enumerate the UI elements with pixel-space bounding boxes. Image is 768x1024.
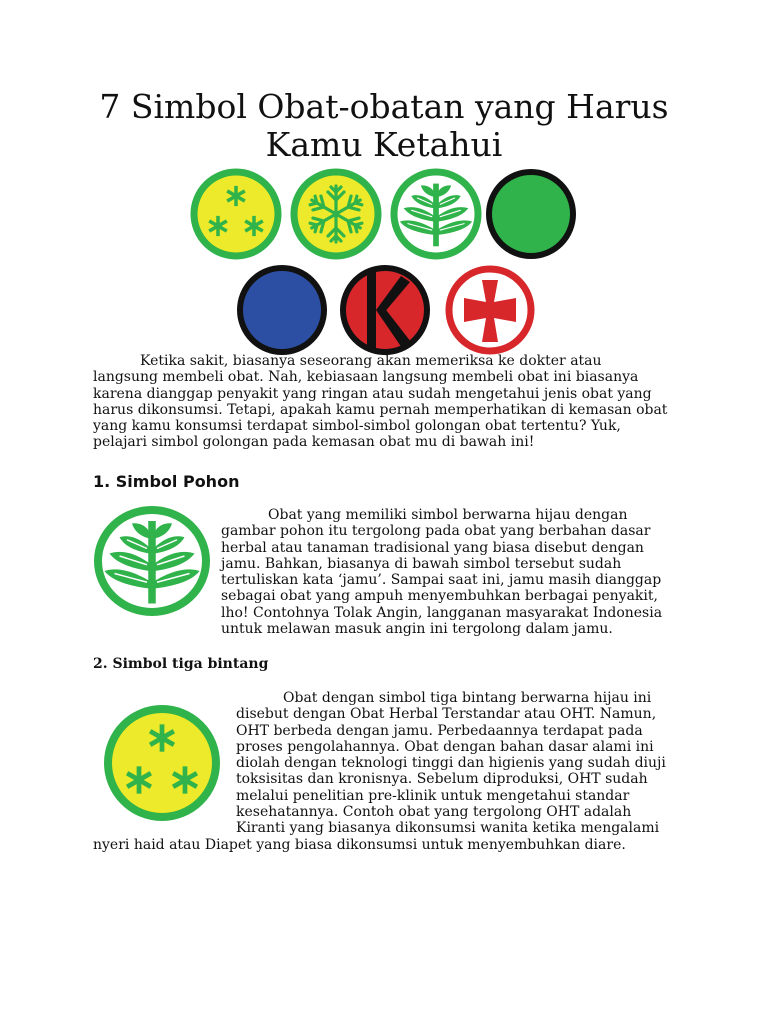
section-paragraph-simbol-tiga-bintang: Obat dengan simbol tiga bintang berwarna hijau ini disebut dengan Obat Herbal Terstandar atau OHT. Namun, OHT berbeda dengan jamu. Perbedaannya terdapat pada proses pengolahannya. Obat dengan bahan dasar alami ini diolah dengan teknologi tinggi dan higienis yang sudah diuji toksisitas dan kronisnya. Sebelum diproduksi, OHT sudah melalui penelitian pre-klinik untuk mengetahui standar kesehatannya. Contoh obat yang tergolong OHT adalah Kiranti yang biasanya dikonsumsi wanita ketika mengalami nyeri haid atau Diapet yang biasa dikonsumsi untuk menyembuhkan diare. xyxy=(93,690,666,853)
obat-bebas-green-icon xyxy=(485,168,577,260)
obat-keras-k-icon xyxy=(339,264,431,356)
float-spacer xyxy=(93,690,236,820)
fitofarmaka-snowflake-icon xyxy=(290,168,382,260)
section-heading-simbol-pohon: 1. Simbol Pohon xyxy=(93,472,240,491)
oht-three-star-icon xyxy=(190,168,282,260)
intro-paragraph: Ketika sakit, biasanya seseorang akan memeriksa ke dokter atau langsung membeli obat. Nah, kebiasaan langsung membeli obat ini biasanya karena dianggap penyakit yang ringan atau sudah mengetahui jenis obat yang harus dikonsumsi. Tetapi, apakah kamu pernah memperhatikan di kemasan obat yang kamu konsumsi terdapat simbol-simbol golongan obat tertentu? Yuk, pelajari simbol golongan pada kemasan obat mu di bawah ini! xyxy=(93,353,668,451)
section-paragraph-simbol-pohon: Obat yang memiliki simbol berwarna hijau dengan gambar pohon itu tergolong pada obat yang berbahan dasar herbal atau tanaman tradisional yang biasa disebut dengan jamu. Bahkan, biasanya di bawah simbol tersebut sudah tertuliskan kata ‘jamu’. Sampai saat ini, jamu masih dianggap sebagai obat yang ampuh menyembuhkan berbagai penyakit, lho! Contohnya Tolak Angin, langganan masyarakat Indonesia untuk melawan masuk angin ini tergolong dalam jamu. xyxy=(93,507,678,637)
jamu-tree-icon xyxy=(390,168,482,260)
section-heading-simbol-tiga-bintang: 2. Simbol tiga bintang xyxy=(93,656,269,672)
obat-bebas-terbatas-blue-icon xyxy=(236,264,328,356)
page-title: 7 Simbol Obat-obatan yang Harus Kamu Ketahui xyxy=(99,87,669,164)
float-spacer xyxy=(93,507,221,621)
narkotika-red-cross-icon xyxy=(444,264,536,356)
